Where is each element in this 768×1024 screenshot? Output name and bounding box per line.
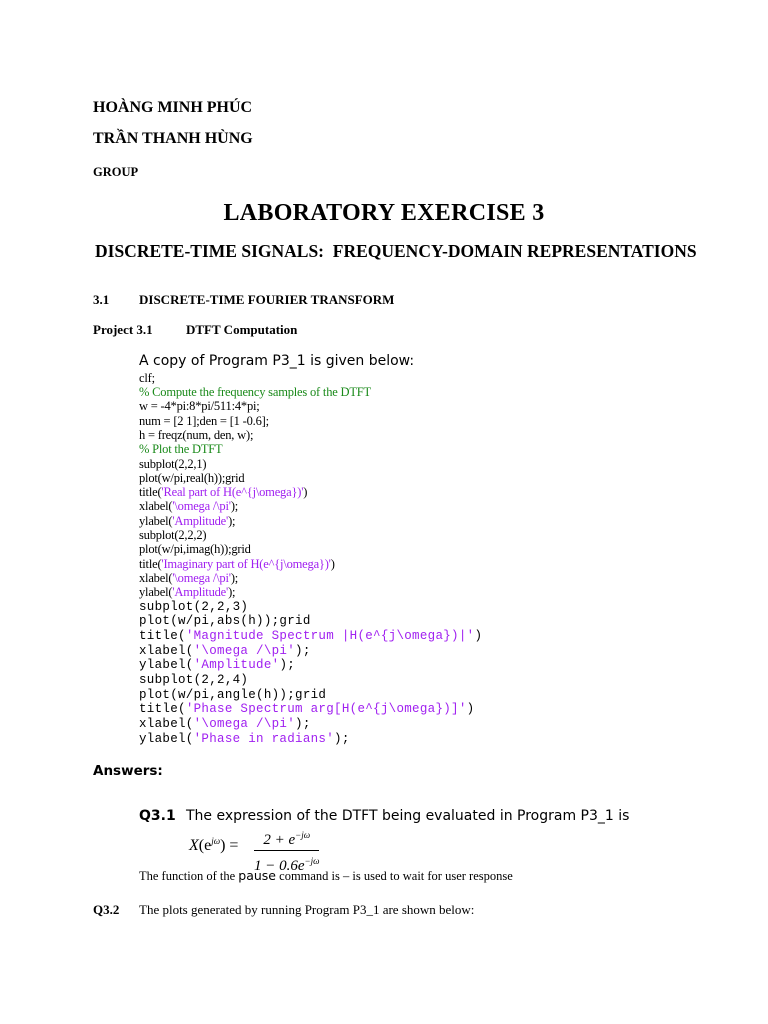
pause-command: pause: [238, 868, 277, 883]
dtft-lhs: [189, 836, 238, 855]
code-line: plot(w/pi,abs(h));grid: [139, 614, 311, 628]
code-string: '\omega /\pi': [193, 717, 296, 731]
code-line: [139, 732, 350, 746]
code-token: ): [474, 629, 483, 643]
code-line: [139, 644, 311, 658]
group-label: GROUP: [93, 165, 139, 179]
code-token: );: [228, 585, 236, 599]
code-string: 'Imaginary part of H(e^{j\omega})': [161, 557, 331, 571]
pause-text-b: command is – is used to wait for user response: [276, 869, 513, 883]
numerator-sup: −jω: [295, 830, 311, 840]
code-line: plot(w/pi,angle(h));grid: [139, 688, 327, 702]
code-comment: % Compute the frequency samples of the DTFT: [139, 385, 371, 399]
lhs-sup: jω: [211, 836, 221, 846]
code-token: );: [295, 644, 311, 658]
denominator-text: 1 − 0.6e: [254, 858, 305, 874]
code-line: [139, 499, 238, 513]
code-string: 'Amplitude': [193, 658, 280, 672]
code-line: subplot(2,2,3): [139, 600, 249, 614]
fraction-numerator: [259, 827, 314, 848]
q32-label: Q3.2: [93, 902, 120, 917]
code-token: ylabel(: [139, 514, 173, 528]
code-line: [139, 557, 335, 571]
code-token: );: [230, 571, 239, 585]
q31-label: Q3.1: [139, 808, 176, 824]
code-line: w = -4*pi:8*pi/511:4*pi;: [139, 399, 260, 413]
code-line: [139, 629, 482, 643]
author-name-2: TRẦN THANH HÙNG: [93, 130, 253, 147]
code-string: 'Amplitude': [172, 585, 229, 599]
code-token: xlabel(: [139, 644, 194, 658]
section-title: DISCRETE-TIME FOURIER TRANSFORM: [139, 292, 395, 307]
q31-text: The expression of the DTFT being evaluated in Program P3_1 is: [186, 808, 630, 824]
code-line: subplot(2,2,2): [139, 528, 207, 542]
code-token: ylabel(: [139, 658, 194, 672]
code-token: xlabel(: [139, 571, 173, 585]
code-token: );: [279, 658, 296, 672]
code-token: ): [303, 485, 308, 499]
code-line: [139, 485, 307, 499]
code-token: ylabel(: [139, 732, 194, 746]
code-line: [139, 702, 474, 716]
code-line: plot(w/pi,real(h));grid: [139, 471, 245, 485]
author-name-1: HOÀNG MINH PHÚC: [93, 99, 253, 116]
code-line: h = freqz(num, den, w);: [139, 428, 254, 442]
code-string: '\omega /\pi': [172, 571, 231, 585]
code-line: [139, 514, 235, 528]
code-line: [139, 585, 235, 599]
code-line: [139, 717, 311, 731]
code-line: [139, 658, 295, 672]
code-token: );: [295, 717, 311, 731]
code-token: ): [466, 702, 475, 716]
code-line: [139, 571, 238, 585]
answers-heading: Answers:: [93, 763, 163, 779]
code-token: );: [228, 514, 236, 528]
fraction-bar: [254, 850, 319, 851]
code-token: xlabel(: [139, 499, 173, 513]
code-string: '\omega /\pi': [172, 499, 231, 513]
lhs-x: X: [189, 837, 199, 854]
code-line: num = [2 1];den = [1 -0.6];: [139, 414, 269, 428]
code-string: 'Phase Spectrum arg[H(e^{j\omega})]': [185, 702, 467, 716]
code-token: title(: [139, 702, 186, 716]
code-string: 'Real part of H(e^{j\omega})': [161, 485, 304, 499]
project-title: DTFT Computation: [186, 322, 298, 337]
numerator-text: 2 + e: [263, 832, 296, 848]
intro-text: A copy of Program P3_1 is given below:: [139, 353, 415, 369]
q32-text: The plots generated by running Program P3_1 are shown below:: [139, 902, 475, 917]
lhs-arg: (e: [198, 837, 212, 854]
denominator-sup: −jω: [304, 856, 320, 866]
code-line: subplot(2,2,1): [139, 457, 207, 471]
lhs-close: ) =: [220, 837, 239, 854]
pause-sentence: [139, 868, 513, 884]
code-token: ylabel(: [139, 585, 173, 599]
code-string: 'Phase in radians': [193, 732, 335, 746]
code-string: '\omega /\pi': [193, 644, 296, 658]
code-token: );: [230, 499, 239, 513]
code-token: );: [334, 732, 350, 746]
code-comment: % Plot the DTFT: [139, 442, 223, 456]
code-string: 'Amplitude': [172, 514, 229, 528]
dtft-fraction: [254, 827, 319, 874]
code-token: title(: [139, 557, 162, 571]
code-line: subplot(2,2,4): [139, 673, 249, 687]
code-token: xlabel(: [139, 717, 194, 731]
code-line: plot(w/pi,imag(h));grid: [139, 542, 251, 556]
code-token: title(: [139, 629, 186, 643]
code-string: 'Magnitude Spectrum |H(e^{j\omega})|': [185, 629, 475, 643]
project-label: Project 3.1: [93, 322, 153, 337]
code-line: clf;: [139, 371, 155, 385]
code-token: title(: [139, 485, 162, 499]
page-subtitle: DISCRETE-TIME SIGNALS: FREQUENCY-DOMAIN REPRESENTATIONS: [95, 241, 697, 261]
pause-text-a: The function of the: [139, 869, 239, 883]
code-token: ): [330, 557, 335, 571]
page-title: LABORATORY EXERCISE 3: [223, 200, 545, 226]
section-number: 3.1: [93, 292, 110, 307]
